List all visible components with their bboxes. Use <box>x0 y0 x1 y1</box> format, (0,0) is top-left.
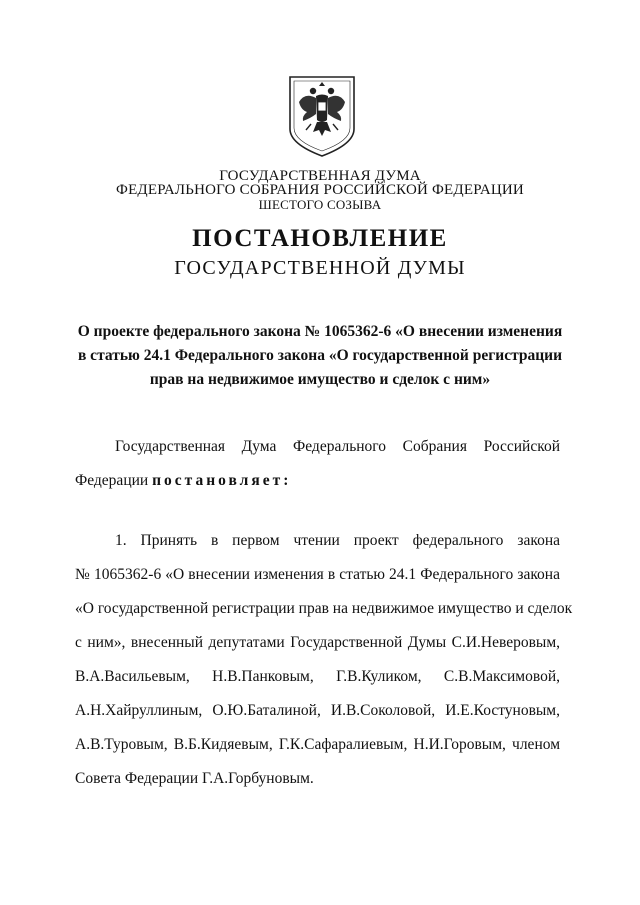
clause-line: А.В.Туровым, В.Б.Кидяевым, Г.К.Сафаралиевым, Н.И.Горовым, членом <box>75 736 560 753</box>
coat-of-arms-emblem-icon <box>287 74 357 158</box>
header-line-federal-assembly: ФЕДЕРАЛЬНОГО СОБРАНИЯ РОССИЙСКОЙ ФЕДЕРАЦИИ <box>116 182 524 198</box>
clause-line: «О государственной регистрации прав на недвижимое имущество и сделок <box>75 600 573 617</box>
document-subtitle: ГОСУДАРСТВЕННОЙ ДУМЫ <box>174 257 466 279</box>
preamble-line: Государственная Дума Федерального Собрания Российской <box>115 438 560 455</box>
clause-line: № 1065362-6 «О внесении изменения в статью 24.1 Федерального закона <box>75 566 560 583</box>
subject-line: О проекте федерального закона № 1065362-6 «О внесении изменения <box>77 323 563 340</box>
clause-line: 1. Принять в первом чтении проект федерального закона <box>115 532 560 549</box>
subject-line: в статью 24.1 Федерального закона «О государственной регистрации <box>77 347 563 364</box>
resolves-keyword: постановляет: <box>152 472 292 489</box>
document-title: ПОСТАНОВЛЕНИЕ <box>192 225 448 252</box>
subject-line: прав на недвижимое имущество и сделок с ним» <box>149 371 491 388</box>
preamble-text: Федерации <box>75 472 153 489</box>
preamble-line <box>75 472 291 490</box>
header-line-convocation: ШЕСТОГО СОЗЫВА <box>258 197 382 212</box>
clause-line: с ним», внесенный депутатами Государственной Думы С.И.Неверовым, <box>75 634 560 651</box>
clause-line: А.Н.Хайруллиным, О.Ю.Баталиной, И.В.Соколовой, И.Е.Костуновым, <box>75 702 560 719</box>
header-line-duma: ГОСУДАРСТВЕННАЯ ДУМА <box>219 168 421 184</box>
resolution-subject <box>60 320 580 392</box>
clause-line: В.А.Васильевым, Н.В.Панковым, Г.В.Куликом, С.В.Максимовой, <box>75 668 560 685</box>
clause-line: Совета Федерации Г.А.Горбуновым. <box>75 770 314 787</box>
